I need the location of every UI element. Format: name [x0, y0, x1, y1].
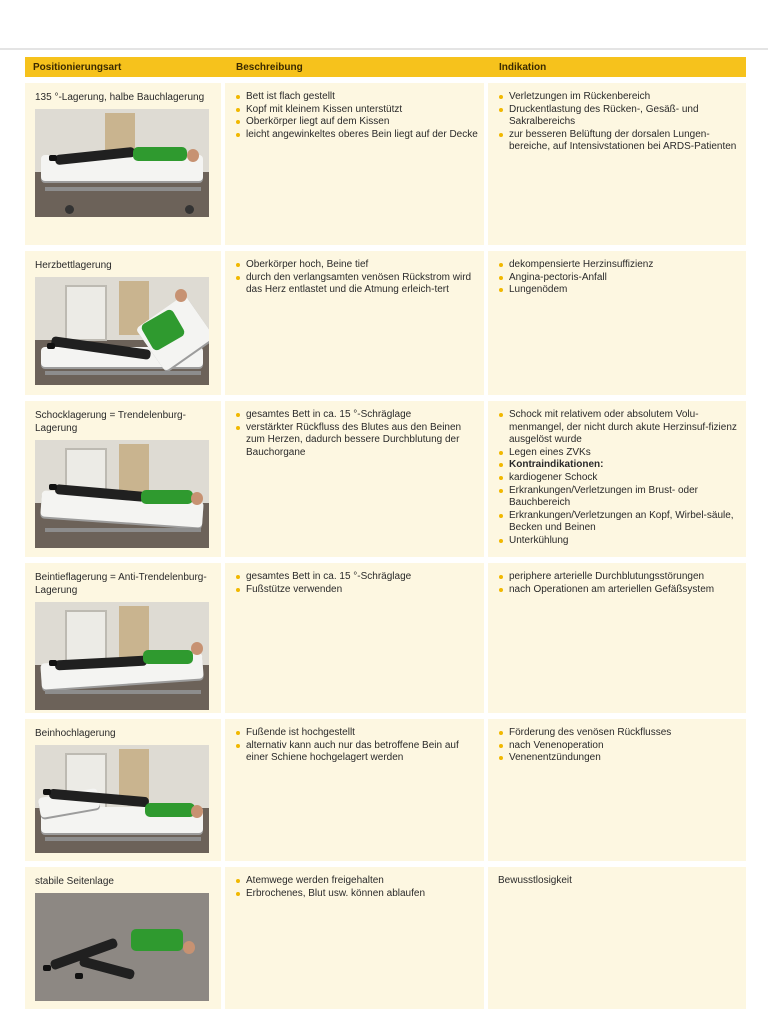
positioning-cell — [25, 401, 225, 557]
description-cell — [225, 719, 488, 861]
positioning-table — [25, 57, 746, 1009]
list-item: Fußende ist hochgestellt — [235, 727, 478, 740]
indication-list — [498, 409, 740, 548]
list-item: Oberkörper liegt auf dem Kissen — [235, 116, 478, 129]
positioning-cell — [25, 867, 225, 1009]
indication-list — [498, 727, 740, 765]
indication-list — [498, 571, 740, 596]
list-item: leicht angewinkeltes oberes Bein liegt auf der Decke — [235, 129, 478, 142]
list-item: Fußstütze verwenden — [235, 584, 478, 597]
table-row — [25, 557, 746, 713]
indication-list — [498, 259, 740, 297]
description-cell — [225, 563, 488, 713]
table-row — [25, 77, 746, 245]
list-item: Erbrochenes, Blut usw. können ablaufen — [235, 888, 478, 901]
positioning-title: stabile Seitenlage — [35, 876, 114, 887]
indication-list — [498, 91, 740, 154]
list-item: Lungenödem — [498, 284, 740, 297]
indication-cell — [488, 867, 746, 1009]
list-item: Förderung des venösen Rückflusses — [498, 727, 740, 740]
description-list — [235, 91, 478, 141]
list-item: gesamtes Bett in ca. 15 °-Schräglage — [235, 409, 478, 422]
patient-legs-elevated-photo — [35, 745, 209, 853]
list-item: Unterkühlung — [498, 535, 740, 548]
patient-lying-half-prone-photo — [35, 109, 209, 217]
description-cell — [225, 83, 488, 245]
table-row — [25, 395, 746, 557]
header-description: Beschreibung — [236, 61, 303, 73]
description-list — [235, 571, 478, 596]
patient-cardiac-chair-position-photo — [35, 277, 209, 385]
list-item: Schock mit relativem oder absolutem Volu-menmangel, der nicht durch akute Herzinsuf-fizienz ausgelöst wurde — [498, 409, 740, 447]
recovery-position-floor-photo — [35, 893, 209, 1001]
list-item: dekompensierte Herzinsuffizienz — [498, 259, 740, 272]
positioning-cell — [25, 83, 225, 245]
table-header — [25, 57, 746, 77]
list-item: periphere arterielle Durchblutungsstörungen — [498, 571, 740, 584]
description-cell — [225, 251, 488, 395]
list-item: Druckentlastung des Rücken-, Gesäß- und Sakralbereichs — [498, 104, 740, 129]
description-cell — [225, 401, 488, 557]
positioning-title: Herzbettlagerung — [35, 260, 112, 271]
list-item: nach Operationen am arteriellen Gefäßsystem — [498, 584, 740, 597]
indication-cell — [488, 563, 746, 713]
patient-trendelenburg-photo — [35, 440, 209, 548]
list-item: Legen eines ZVKs — [498, 447, 740, 460]
indication-cell — [488, 251, 746, 395]
list-item: Venenentzündungen — [498, 752, 740, 765]
list-item: nach Venenoperation — [498, 740, 740, 753]
positioning-title: 135 °-Lagerung, halbe Bauchlagerung — [35, 92, 205, 103]
list-item: Erkrankungen/Verletzungen im Brust- oder Bauchbereich — [498, 485, 740, 510]
list-item: alternativ kann auch nur das betroffene Bein auf einer Schiene hochgelagert werden — [235, 740, 478, 765]
patient-anti-trendelenburg-photo — [35, 602, 209, 710]
indication-cell — [488, 719, 746, 861]
list-item: durch den verlangsamten venösen Rückstrom wird das Herz entlastet und die Atmung erleich-tert — [235, 272, 478, 297]
positioning-cell — [25, 563, 225, 713]
list-item: gesamtes Bett in ca. 15 °-Schräglage — [235, 571, 478, 584]
description-list — [235, 409, 478, 459]
list-item: Erkrankungen/Verletzungen an Kopf, Wirbel-säule, Becken und Beinen — [498, 510, 740, 535]
description-cell — [225, 867, 488, 1009]
list-item: Verletzungen im Rückenbereich — [498, 91, 740, 104]
list-item: Kopf mit kleinem Kissen unterstützt — [235, 104, 478, 117]
positioning-cell — [25, 719, 225, 861]
list-item: Angina-pectoris-Anfall — [498, 272, 740, 285]
positioning-cell — [25, 251, 225, 395]
indication-text: Bewusstlosigkeit — [498, 875, 572, 886]
description-list — [235, 259, 478, 297]
list-item: Bett ist flach gestellt — [235, 91, 478, 104]
table-row — [25, 245, 746, 395]
contraindications-heading: Kontraindikationen: — [498, 459, 740, 472]
list-item: verstärkter Rückfluss des Blutes aus den Beinen zum Herzen, dadurch bessere Durchblutung der Bauchorgane — [235, 422, 478, 460]
description-list — [235, 875, 478, 900]
list-item: kardiogener Schock — [498, 472, 740, 485]
header-positioning-type: Positionierungsart — [33, 61, 122, 73]
indication-cell — [488, 401, 746, 557]
table-row — [25, 713, 746, 861]
list-item: zur besseren Belüftung der dorsalen Lungen-bereiche, auf Intensivstationen bei ARDS-Patienten — [498, 129, 740, 154]
table-row — [25, 861, 746, 1009]
positioning-title: Schocklagerung = Trendelenburg-Lagerung — [35, 410, 186, 434]
list-item: Oberkörper hoch, Beine tief — [235, 259, 478, 272]
header-indication: Indikation — [499, 61, 547, 73]
description-list — [235, 727, 478, 765]
top-divider — [0, 48, 768, 50]
positioning-title: Beintieflagerung = Anti-Trendelenburg-Lagerung — [35, 572, 207, 596]
list-item: Atemwege werden freigehalten — [235, 875, 478, 888]
indication-cell — [488, 83, 746, 245]
positioning-title: Beinhochlagerung — [35, 728, 116, 739]
